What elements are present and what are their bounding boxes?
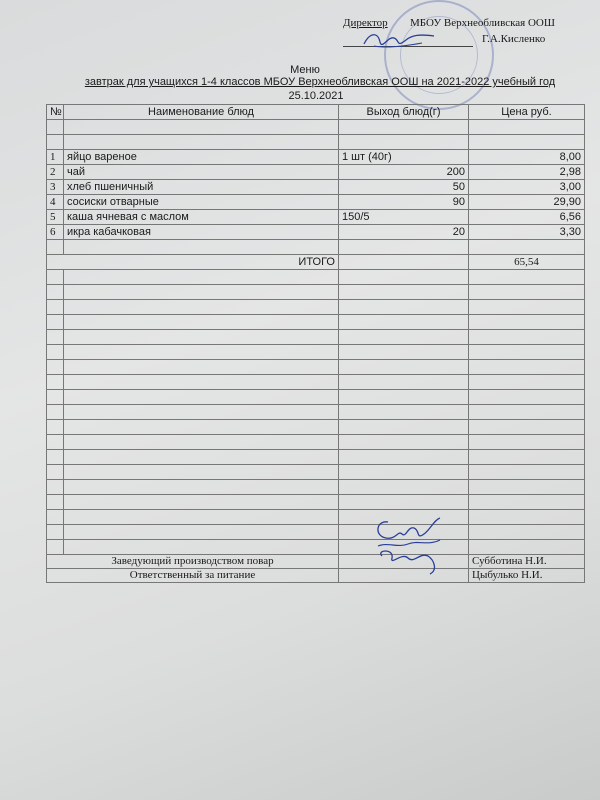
total-value: 65,54	[469, 255, 585, 270]
column-header-number: №	[47, 105, 64, 120]
menu-table	[46, 104, 585, 583]
item-number: 4	[47, 195, 64, 210]
table-row	[47, 165, 585, 180]
item-weight: 200	[339, 165, 469, 180]
footer-row-responsible	[47, 569, 585, 583]
total-label: ИТОГО	[47, 255, 339, 270]
item-number: 3	[47, 180, 64, 195]
item-name: чай	[64, 165, 339, 180]
director-label: Директор	[343, 17, 388, 29]
item-weight: 50	[339, 180, 469, 195]
table-row	[47, 225, 585, 240]
director-signature	[360, 26, 440, 52]
table-row-empty	[47, 135, 585, 150]
item-price: 3,00	[469, 180, 585, 195]
director-name: Г.А.Кисленко	[482, 33, 546, 45]
footer-role-responsible: Ответственный за питание	[47, 569, 339, 583]
table-row	[47, 150, 585, 165]
table-row-empty	[47, 435, 585, 450]
item-number: 6	[47, 225, 64, 240]
item-number: 2	[47, 165, 64, 180]
item-weight: 20	[339, 225, 469, 240]
chef-signature	[368, 512, 448, 582]
menu-title: Меню	[290, 64, 320, 76]
table-row-empty	[47, 465, 585, 480]
item-price: 6,56	[469, 210, 585, 225]
table-row-empty	[47, 495, 585, 510]
item-name: икра кабачковая	[64, 225, 339, 240]
item-price: 8,00	[469, 150, 585, 165]
table-row-empty	[47, 480, 585, 495]
item-weight: 90	[339, 195, 469, 210]
item-name: каша ячневая с маслом	[64, 210, 339, 225]
menu-date: 25.10.2021	[288, 90, 344, 102]
table-row	[47, 210, 585, 225]
column-header-price: Цена руб.	[469, 105, 585, 120]
table-row	[47, 180, 585, 195]
footer-row-chef	[47, 555, 585, 569]
item-name: сосиски отварные	[64, 195, 339, 210]
item-number: 1	[47, 150, 64, 165]
column-header-weight: Выход блюд(г)	[339, 105, 469, 120]
table-row-empty	[47, 120, 585, 135]
table-row-empty	[47, 270, 585, 285]
item-price: 2,98	[469, 165, 585, 180]
footer-name-chef: Субботина Н.И.	[469, 555, 585, 569]
table-row-empty	[47, 315, 585, 330]
item-weight: 1 шт (40г)	[339, 150, 469, 165]
total-row	[47, 255, 585, 270]
table-row-empty	[47, 375, 585, 390]
table-row-empty	[47, 360, 585, 375]
table-row-empty	[47, 240, 585, 255]
item-price: 3,30	[469, 225, 585, 240]
footer-role-chef: Заведующий производством повар	[47, 555, 339, 569]
table-row-empty	[47, 300, 585, 315]
director-organization: МБОУ Верхнеобливская ООШ	[410, 17, 555, 29]
table-row-empty	[47, 510, 585, 525]
table-row-empty	[47, 540, 585, 555]
table-row-empty	[47, 390, 585, 405]
item-number: 5	[47, 210, 64, 225]
table-row	[47, 195, 585, 210]
table-row-empty	[47, 525, 585, 540]
menu-subtitle: завтрак для учащихся 1-4 классов МБОУ Верхнеобливская ООШ на 2021-2022 учебный год	[84, 76, 556, 88]
footer-name-responsible: Цыбулько Н.И.	[469, 569, 585, 583]
item-weight: 150/5	[339, 210, 469, 225]
column-header-name: Наименование блюд	[64, 105, 339, 120]
table-row-empty	[47, 420, 585, 435]
table-row-empty	[47, 345, 585, 360]
item-name: яйцо вареное	[64, 150, 339, 165]
item-price: 29,90	[469, 195, 585, 210]
table-row-empty	[47, 330, 585, 345]
table-row-empty	[47, 450, 585, 465]
table-row-empty	[47, 405, 585, 420]
table-row-empty	[47, 285, 585, 300]
table-header-row	[47, 105, 585, 120]
item-name: хлеб пшеничный	[64, 180, 339, 195]
